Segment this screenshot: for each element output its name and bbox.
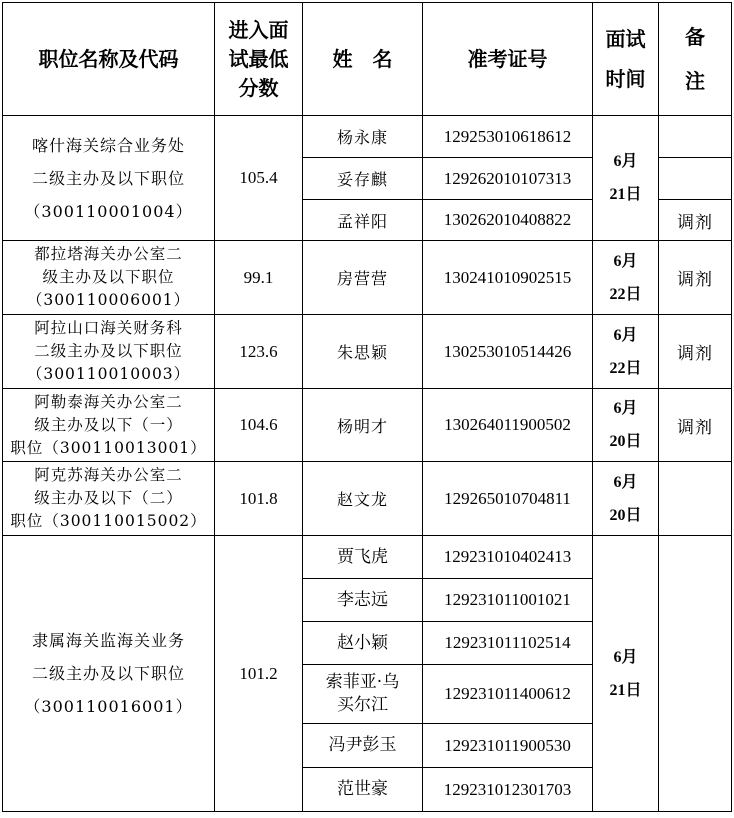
name-cell: 索菲亚·乌 买尔江 bbox=[303, 665, 423, 724]
score-cell: 123.6 bbox=[215, 315, 303, 389]
header-row bbox=[3, 3, 732, 116]
position-cell: 阿勒泰海关办公室二 级主办及以下（一） 职位（300110013001） bbox=[3, 389, 215, 462]
ticket-cell: 130262010408822 bbox=[423, 200, 593, 241]
header-score: 进入面试最低分数 bbox=[215, 3, 303, 116]
remark-cell: 调剂 bbox=[659, 241, 732, 315]
name-cell: 杨明才 bbox=[303, 389, 423, 462]
score-cell: 104.6 bbox=[215, 389, 303, 462]
table-row bbox=[3, 462, 732, 536]
remark-cell: 调剂 bbox=[659, 315, 732, 389]
ticket-cell: 129231011102514 bbox=[423, 622, 593, 665]
ticket-cell: 130264011900502 bbox=[423, 389, 593, 462]
name-cell: 冯尹彭玉 bbox=[303, 724, 423, 768]
ticket-cell: 129231010402413 bbox=[423, 536, 593, 579]
score-cell: 105.4 bbox=[215, 116, 303, 241]
ticket-cell: 129231011400612 bbox=[423, 665, 593, 724]
remark-cell: 调剂 bbox=[659, 389, 732, 462]
header-name: 姓 名 bbox=[303, 3, 423, 116]
name-cell: 朱思颖 bbox=[303, 315, 423, 389]
position-cell: 阿克苏海关办公室二 级主办及以下（二） 职位（300110015002） bbox=[3, 462, 215, 536]
name-cell: 贾飞虎 bbox=[303, 536, 423, 579]
table-row bbox=[3, 389, 732, 462]
name-cell: 赵文龙 bbox=[303, 462, 423, 536]
position-cell: 阿拉山口海关财务科 二级主办及以下职位 （300110010003） bbox=[3, 315, 215, 389]
time-cell: 6月 22日 bbox=[593, 241, 659, 315]
name-cell: 赵小颖 bbox=[303, 622, 423, 665]
position-cell: 隶属海关监海关业务 二级主办及以下职位 （300110016001） bbox=[3, 536, 215, 812]
header-ticket: 准考证号 bbox=[423, 3, 593, 116]
header-remark: 备注 bbox=[659, 3, 732, 116]
ticket-cell: 129231012301703 bbox=[423, 768, 593, 812]
score-cell: 101.8 bbox=[215, 462, 303, 536]
remark-cell: 调剂 bbox=[659, 200, 732, 241]
position-cell: 喀什海关综合业务处 二级主办及以下职位 （300110001004） bbox=[3, 116, 215, 241]
name-cell: 杨永康 bbox=[303, 116, 423, 158]
name-cell: 范世豪 bbox=[303, 768, 423, 812]
name-cell: 李志远 bbox=[303, 579, 423, 622]
remark-cell bbox=[659, 158, 732, 200]
ticket-cell: 129253010618612 bbox=[423, 116, 593, 158]
name-cell: 房营营 bbox=[303, 241, 423, 315]
time-cell: 6月 20日 bbox=[593, 389, 659, 462]
table-row bbox=[3, 116, 732, 158]
score-cell: 101.2 bbox=[215, 536, 303, 812]
score-cell: 99.1 bbox=[215, 241, 303, 315]
ticket-cell: 129231011001021 bbox=[423, 579, 593, 622]
name-cell: 孟祥阳 bbox=[303, 200, 423, 241]
ticket-cell: 129265010704811 bbox=[423, 462, 593, 536]
name-cell: 妥存麒 bbox=[303, 158, 423, 200]
time-cell: 6月 22日 bbox=[593, 315, 659, 389]
header-time: 面试时间 bbox=[593, 3, 659, 116]
table-row bbox=[3, 315, 732, 389]
ticket-cell: 129262010107313 bbox=[423, 158, 593, 200]
table-row bbox=[3, 241, 732, 315]
header-position: 职位名称及代码 bbox=[3, 3, 215, 116]
ticket-cell: 129231011900530 bbox=[423, 724, 593, 768]
time-cell: 6月 21日 bbox=[593, 536, 659, 812]
time-cell: 6月 21日 bbox=[593, 116, 659, 241]
remark-cell bbox=[659, 116, 732, 158]
time-cell: 6月 20日 bbox=[593, 462, 659, 536]
interview-list-table bbox=[2, 2, 732, 812]
ticket-cell: 130253010514426 bbox=[423, 315, 593, 389]
remark-cell bbox=[659, 462, 732, 536]
remark-cell bbox=[659, 536, 732, 812]
ticket-cell: 130241010902515 bbox=[423, 241, 593, 315]
table-row bbox=[3, 536, 732, 579]
position-cell: 都拉塔海关办公室二 级主办及以下职位 （300110006001） bbox=[3, 241, 215, 315]
